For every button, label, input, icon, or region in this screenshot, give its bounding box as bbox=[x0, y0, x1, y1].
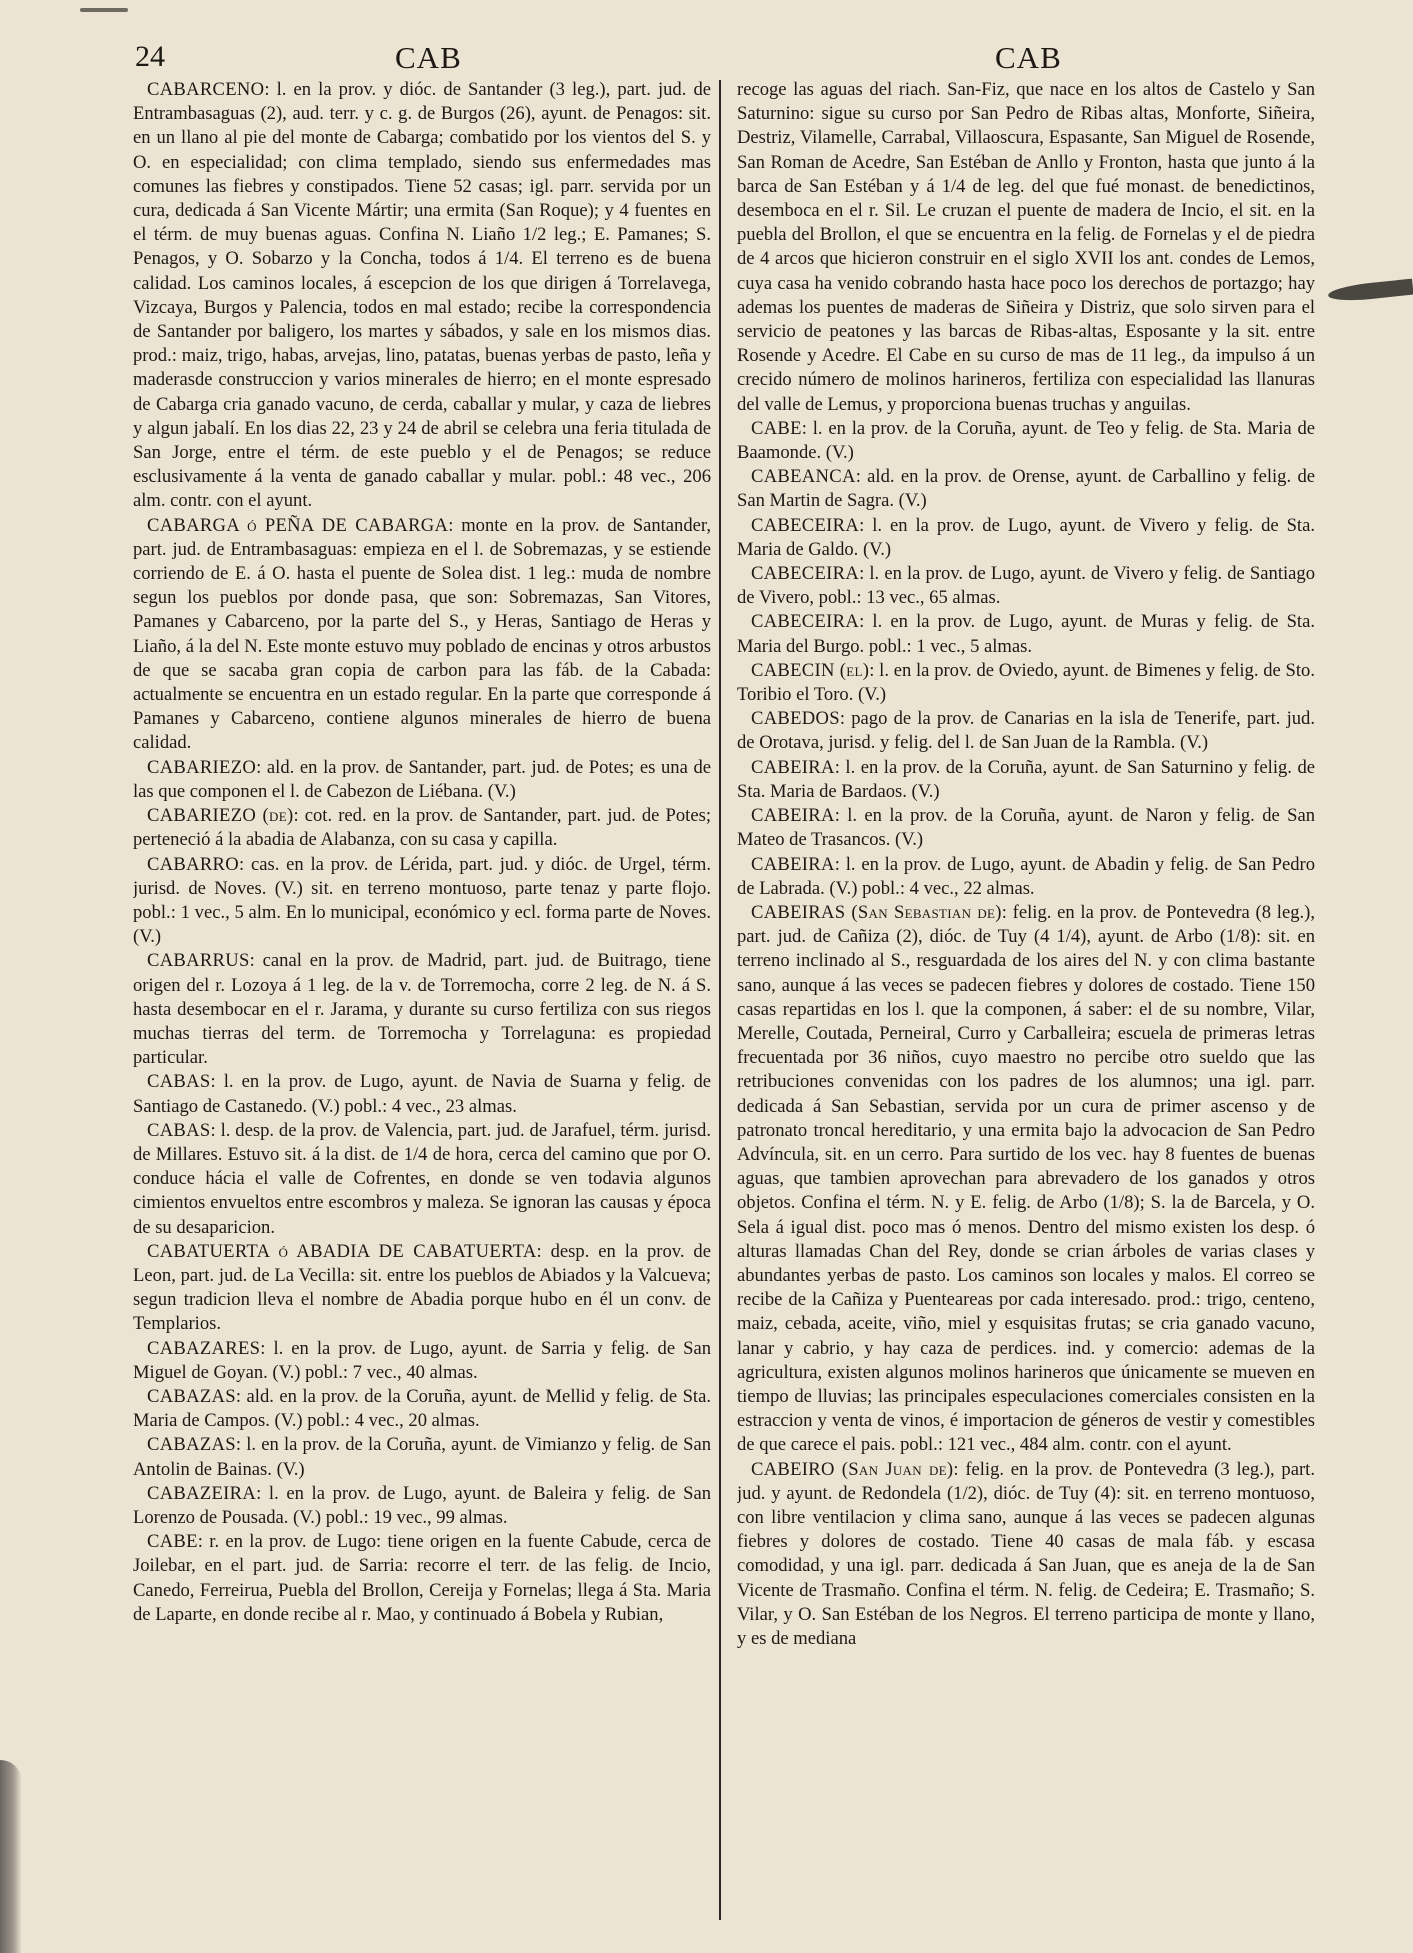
entry-headword: CABARGA ó PEÑA DE CABARGA bbox=[147, 514, 449, 536]
dictionary-entry bbox=[133, 78, 711, 514]
dictionary-entry bbox=[133, 514, 711, 756]
dictionary-entry bbox=[737, 707, 1315, 755]
entry-body: : ald. en la prov. de Orense, ayunt. de Carballino y felig. de San Martin de Sagra. (V.) bbox=[737, 466, 1315, 512]
dictionary-entry bbox=[737, 659, 1315, 707]
entry-body: : l. en la prov. de la Coruña, ayunt. de San Saturnino y felig. de Sta. Maria de Bardaos. (V.) bbox=[737, 756, 1315, 802]
continued-entry-text: recoge las aguas del riach. San-Fiz, que nace en los altos de Castelo y San Saturnino: sigue su curso por San Pedro de Ribas altas, Monforte, Siñeira, Destriz, Vilamelle, Carrabal, Villaoscura, Espasante, San Miguel de Rosende, San Roman de Acedre, San Estéban de Anllo y Fronton, hasta que junto á la barca de San Estéban y á 1/4 de leg. del que fué monast. de benedictinos, desemboca en el r. Sil. Le cruzan el puente de madera de Incio, el sit. en la puebla del Brollon, el que se encuentra en la felig. de Fornelas y el de piedra de 4 arcos que hicieron construir en el siglo XVII los ant. condes de Lemos, cuya casa ha venido cobrando hasta hace poco los derechos de portazgo; hay ademas los puentes de maderas de Siñeira y Distriz, que solo sirven para el servicio de peatones y las barcas de Ribas-altas, Esposante y la sit. entre Rosende y Acedre. El Cabe en su curso de mas de 11 leg., da impulso á un crecido número de molinos harineros, fertiliza con especialidad las llanuras del valle de Lemus, y proporciona buenas truchas y anguilas. bbox=[737, 79, 1315, 415]
dictionary-entry bbox=[737, 804, 1315, 852]
column-divider bbox=[719, 80, 721, 1920]
entry-body: : l. en la prov. de Lugo, ayunt. de Navia de Suarna y felig. de Santiago de Castanedo. (V.) pobl.: 4 vec., 23 almas. bbox=[133, 1071, 711, 1117]
entry-headword: CABAS bbox=[147, 1071, 211, 1093]
entry-body: : felig. en la prov. de Pontevedra (3 leg.), part. jud. y ayunt. de Redondela (1/2), dióc. de Tuy (4): sit. en terreno montuoso, con libre ventilacion y clima sano, aunque á las veces se padecen algunas fiebres y dolores de costado. Tiene 40 casas de mala fáb. y escasa comodidad, y una igl. parr. dedicada á San Juan, que es aneja de la de San Vicente de Trasmaño. Confina el térm. N. felig. de Cedeira; E. Trasmaño; S. Vilar, y O. San Estéban de los Negros. El terreno participa de monte y llano, y es de mediana bbox=[737, 1458, 1315, 1649]
dictionary-entry bbox=[133, 804, 711, 852]
entry-headword: CABAZAS bbox=[147, 1385, 236, 1407]
entry-body: : l. en la prov. de la Coruña, ayunt. de Teo y felig. de Sta. Maria de Baamonde. (V.) bbox=[737, 417, 1315, 464]
dictionary-entry bbox=[737, 901, 1315, 1458]
dictionary-entry bbox=[737, 417, 1315, 465]
dictionary-entry bbox=[133, 1385, 711, 1433]
dictionary-entry bbox=[737, 853, 1315, 901]
entry-headword: CABARIEZO (de) bbox=[147, 805, 294, 827]
dictionary-entry bbox=[133, 1070, 711, 1118]
entry-body: : pago de la prov. de Canarias en la isla de Tenerife, part. jud. de Orotava, jurisd. y felig. del l. de San Juan de la Rambla. (V.) bbox=[737, 708, 1315, 754]
entry-body: : l. desp. de la prov. de Valencia, part. jud. de Jarafuel, térm. jurisd. de Millares. Estuvo sit. á la dist. de 1/4 de hora, cerca del camino que por O. conduce hácia el valle de Cofrentes, en donde se ven todavia algunos cimientos envueltos entre escombros y maleza. Se ignoran las causas y época de su desaparicion. bbox=[133, 1119, 711, 1238]
dictionary-entry bbox=[737, 514, 1315, 562]
entry-body: : cas. en la prov. de Lérida, part. jud. y dióc. de Urgel, térm. jurisd. de Noves. (V.) sit. en terreno montuoso, parte tenaz y parte flojo. pobl.: 1 vec., 5 alm. En lo municipal, económico y ecl. forma parte de Noves. (V.) bbox=[133, 853, 711, 948]
entry-headword: CABARRO bbox=[147, 853, 239, 875]
left-column bbox=[133, 78, 711, 1928]
entry-headword: CABE bbox=[751, 417, 802, 439]
entry-headword: CABEIRAS (San Sebastian de) bbox=[751, 901, 1002, 923]
entry-body: : l. en la prov. de la Coruña, ayunt. de Naron y felig. de San Mateo de Trasancos. (V.) bbox=[737, 805, 1315, 851]
page-number: 24 bbox=[135, 40, 165, 73]
entry-body: : ald. en la prov. de la Coruña, ayunt. de Mellid y felig. de Sta. Maria de Campos. (V.) pobl.: 4 vec., 20 almas. bbox=[133, 1385, 711, 1432]
entry-headword: CABARIEZO bbox=[147, 756, 257, 778]
entry-headword: CABEDOS bbox=[751, 708, 840, 730]
entry-headword: CABARRUS bbox=[147, 950, 250, 972]
entry-body: : cot. red. en la prov. de Santander, part. jud. de Potes; perteneció á la abadia de Alabanza, con su casa y capilla. bbox=[133, 805, 711, 851]
ink-blot bbox=[1327, 279, 1413, 304]
ink-mark bbox=[80, 8, 128, 12]
dictionary-entry bbox=[133, 756, 711, 804]
dictionary-entry bbox=[133, 853, 711, 950]
entry-body: : ald. en la prov. de Santander, part. jud. de Potes; es una de las que componen el l. de Cabezon de Liébana. (V.) bbox=[133, 756, 711, 802]
right-running-head: CAB bbox=[995, 40, 1062, 75]
right-column bbox=[737, 78, 1315, 1928]
entry-body: : desp. en la prov. de Leon, part. jud. de La Vecilla: sit. entre los pueblos de Abiados y la Valcueva; segun tradicion lleva el nombre de Abadia porque hubo en él un conv. de Templarios. bbox=[133, 1240, 711, 1335]
entry-headword: CABE bbox=[147, 1531, 198, 1553]
entry-body: : felig. en la prov. de Pontevedra (8 leg.), part. jud. de Cañiza (2), dióc. de Tuy (4 1/4), ayunt. de Arbo (1/8): sit. en terreno inclinado al S., resguardada de los aires del N. y con clima bastante sano, aunque á las veces se padecen fiebres y dolores de costado. Tiene 150 casas repartidas en los l. que la componen, á saber: el de su nombre, Vilar, Merelle, Coutada, Perneiral, Curro y Carballeira; escuela de primeras letras frecuentada por 36 niños, cuyo maestro no percibe otro sueldo que las retribuciones convenidas con los padres de los alumnos; una igl. parr. dedicada á San Sebastian, servida por un cura de primer ascenso y de patronato troncal hereditario, y una ermita bajo la advocacion de San Pedro Advíncula, sit. en un cerro. Para surtido de los vec. hay 8 fuentes de buenas aguas, que tambien aprovechan para abrevadero de los ganados y otros objetos. Confina el térm. N. y E. felig. de Arbo (1/8); S. la de Barcela, y O. Sela á igual dist. poco mas ó menos. Dentro del mismo existen los desp. ó alturas llamadas Chan del Rey, donde se crian árboles de varias clases y abundantes yerbas de pasto. Los caminos son locales y malos. El correo se recibe de la Cañiza y Puenteareas por cada interesado. prod.: trigo, centeno, maiz, cebada, aceite, viño, miel y esquisitas frutas; se cria ganado vacuno, lanar y cabrio, y hay caza de perdices. ind. y comercio: ademas de la agricultura, existen algunos molinos harineros que únicamente se mueven en tiempo de lluvias; las principales especulaciones comerciales consisten en la estraccion y venta de vinos, é importacion de géneros de vestir y comestibles de que carece el pais. pobl.: 121 vec., 484 alm. contr. con el ayunt. bbox=[737, 901, 1315, 1456]
entry-body: : l. en la prov. de Lugo, ayunt. de Baleira y felig. de San Lorenzo de Pousada. (V.) pobl.: 19 vec., 99 almas. bbox=[133, 1482, 711, 1528]
entry-headword: CABECEIRA bbox=[751, 611, 860, 633]
dictionary-entry bbox=[133, 1119, 711, 1240]
entry-headword: CABECIN (el) bbox=[751, 659, 870, 681]
page-smudge bbox=[0, 1760, 22, 1953]
entry-headword: CABATUERTA ó ABADIA DE CABATUERTA bbox=[147, 1240, 537, 1262]
entry-headword: CABEIRO (San Juan de) bbox=[751, 1458, 954, 1480]
dictionary-entry bbox=[737, 610, 1315, 658]
dictionary-entry bbox=[133, 1240, 711, 1337]
dictionary-entry bbox=[133, 1482, 711, 1530]
entry-headword: CABEIRA bbox=[751, 805, 835, 827]
entry-body: : l. en la prov. de Lugo, ayunt. de Abadin y felig. de San Pedro de Labrada. (V.) pobl.: 4 vec., 22 almas. bbox=[737, 853, 1315, 899]
entry-body: : l. en la prov. de la Coruña, ayunt. de Vimianzo y felig. de San Antolin de Bainas. (V.) bbox=[133, 1434, 711, 1480]
entry-body: : canal en la prov. de Madrid, part. jud. de Buitrago, tiene origen del r. Lozoya á 1 leg. de la v. de Torremocha, corre 2 leg. de N. á S. hasta desembocar en el r. Jarama, y durante su curso fertiliza con sus riegos muchas tierras del term. de Torremocha y Torrelaguna: es propiedad particular. bbox=[133, 950, 711, 1069]
entry-body: : l. en la prov. de Lugo, ayunt. de Muras y felig. de Sta. Maria del Burgo. pobl.: 1 vec., 5 almas. bbox=[737, 611, 1315, 657]
entry-body: : l. en la prov. de Lugo, ayunt. de Vivero y felig. de Sta. Maria de Galdo. (V.) bbox=[737, 514, 1315, 560]
dictionary-entry bbox=[737, 562, 1315, 610]
entry-headword: CABAZARES bbox=[147, 1337, 261, 1359]
dictionary-entry bbox=[133, 1433, 711, 1481]
entry-headword: CABAZAS bbox=[147, 1434, 236, 1456]
entry-headword: CABEANCA bbox=[751, 466, 856, 488]
left-running-head: CAB bbox=[395, 40, 462, 75]
entry-headword: CABAS bbox=[147, 1119, 211, 1141]
entry-body: : l. en la prov. y dióc. de Santander (3 leg.), part. jud. de Entrambasaguas (2), aud. terr. y c. g. de Burgos (26), ayunt. de Penagos: sit. en un llano al pie del monte de Cabarga; combatido por los vientos del S. y O. en especialidad; con clima templado, siendo sus enfermedades mas comunes las fiebres y constipados. Tiene 52 casas; igl. parr. servida por un cura, dedicada á San Vicente Mártir; una ermita (San Roque); y 4 fuentes en el térm. de muy buenas aguas. Confina N. Liaño 1/2 leg.; E. Pamanes; S. Penagos, y O. Sobarzo y la Concha, todos á 1/4. El terreno es de buena calidad. Los caminos locales, á escepcion de los que dirigen á Torrelavega, Vizcaya, Burgos y Palencia, todos en mal estado; recibe la correspondencia de Santander por baligero, los martes y sábados, y sale en los mismos dias. prod.: maiz, trigo, habas, arvejas, lino, patatas, buenas yerbas de pasto, leña y maderasde construccion y varios minerales de hierro; en el monte espresado de Cabarga cria ganado vacuno, de cerda, caballar y mular, y caza de liebres y algun jabalí. En los dias 22, 23 y 24 de abril se celebra una feria titulada de San Jorge, entre el térm. de este pueblo y el de Penagos; se reduce esclusivamente á la venta de ganado caballar y mular. pobl.: 48 vec., 206 alm. contr. con el ayunt. bbox=[133, 79, 711, 512]
dictionary-entry bbox=[133, 949, 711, 1070]
entry-body: : l. en la prov. de Oviedo, ayunt. de Bimenes y felig. de Sto. Toribio el Toro. (V.) bbox=[737, 659, 1315, 706]
entry-body: : l. en la prov. de Lugo, ayunt. de Sarria y felig. de San Miguel de Goyan. (V.) pobl.: 7 vec., 40 almas. bbox=[133, 1337, 711, 1383]
page-header bbox=[135, 40, 1323, 80]
entry-headword: CABEIRA bbox=[751, 756, 835, 778]
entry-body: : r. en la prov. de Lugo: tiene origen en la fuente Cabude, cerca de Joilebar, en el part. jud. de Sarria: recorre el terr. de las felig. de Incio, Canedo, Ferreirua, Puebla del Brollon, Cereija y Fornelas; llega á Sta. Maria de Laparte, en donde recibe al r. Mao, y continuado á Bobela y Rubian, bbox=[133, 1531, 711, 1625]
dictionary-entry bbox=[737, 1458, 1315, 1652]
dictionary-entry bbox=[133, 1530, 711, 1627]
entry-body: : l. en la prov. de Lugo, ayunt. de Vivero y felig. de Santiago de Vivero, pobl.: 13 vec., 65 almas. bbox=[737, 563, 1315, 609]
dictionary-entry bbox=[737, 465, 1315, 513]
entry-body: : monte en la prov. de Santander, part. jud. de Entrambasaguas: empieza en el l. de Sobremazas, y se estiende corriendo de E. á O. hasta el puente de Solea dist. 1 leg.: muda de nombre segun los pueblos por donde pasa, que son: Sobremazas, San Vitores, Pamanes y Cabarceno, por la parte del S., y Heras, Santiago de Heras y Liaño, á la del N. Este monte estuvo muy poblado de encinas y otros arbustos de que se sacaba gran copia de carbon para las fáb. de la Cabada: actualmente se encuentra en un estado regular. En la parte que corresponde á Pamanes y Cabarceno, contiene algunos minerales de hierro de buena calidad. bbox=[133, 514, 711, 754]
entry-headword: CABAZEIRA bbox=[147, 1482, 257, 1504]
entry-headword: CABECEIRA bbox=[751, 563, 860, 585]
entry-headword: CABARCENO bbox=[147, 79, 265, 100]
dictionary-entry bbox=[133, 1337, 711, 1385]
entry-headword: CABEIRA bbox=[751, 853, 835, 875]
dictionary-entry bbox=[737, 756, 1315, 804]
entry-headword: CABECEIRA bbox=[751, 514, 860, 536]
